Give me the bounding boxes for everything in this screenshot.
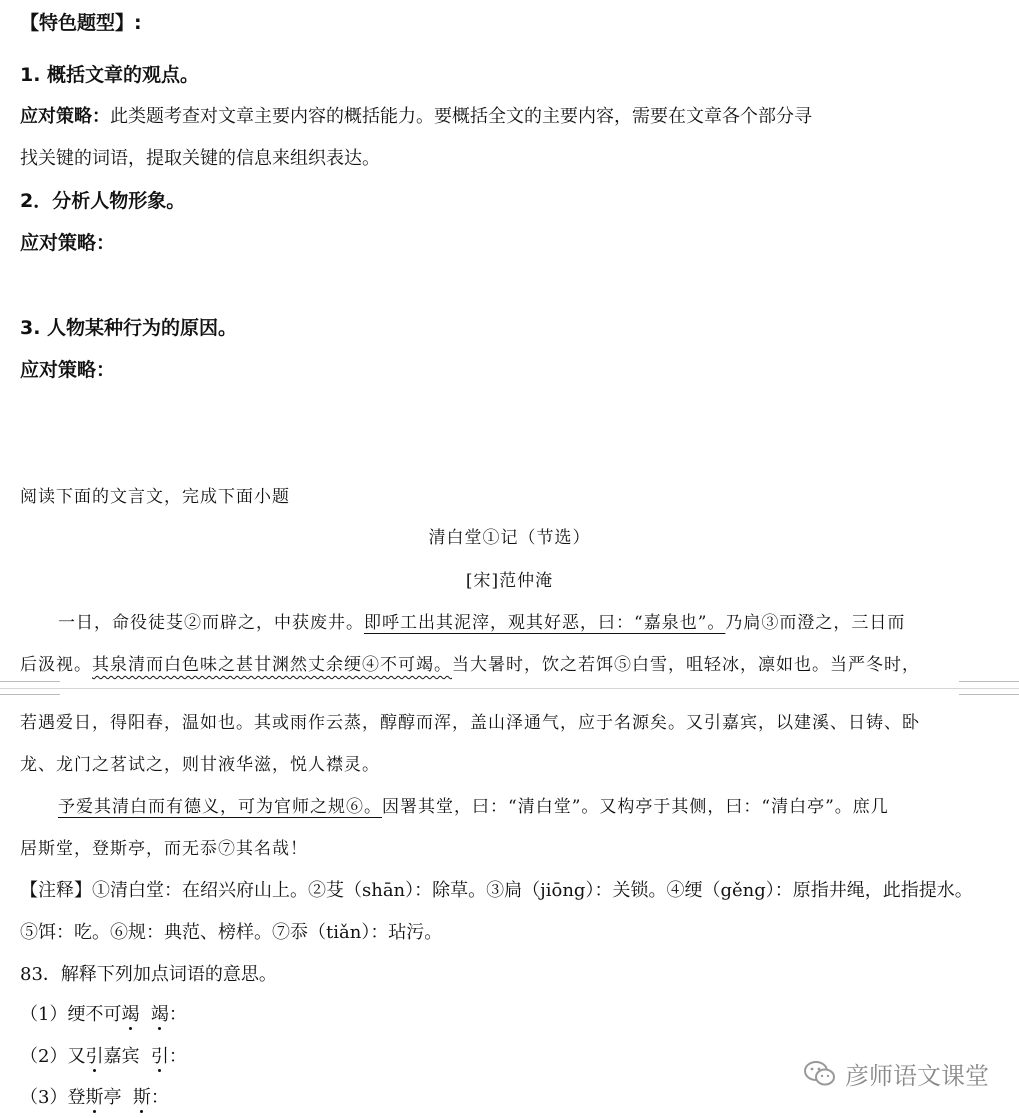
notes-line2: ⑤饵：吃。⑥规：典范、榜样。⑦忝（tiǎn）：玷污。 <box>20 922 443 943</box>
item-text: 绠不可 <box>67 1004 122 1025</box>
item-1-title: 1. 概括文章的观点。 <box>20 64 200 86</box>
item-text-cont: 亭 <box>103 1087 122 1108</box>
item-3-strategy-label: 应对策略： <box>20 359 116 381</box>
passage-p1-line4: 龙、龙门之茗试之，则甘液华滋，悦人襟灵。 <box>20 755 380 775</box>
answer-dotted-char: 斯 <box>132 1087 151 1108</box>
item-text: 又 <box>67 1046 86 1067</box>
p1-text: 一日，命役徒芟②而辟之，中获废井。 <box>58 613 364 633</box>
page-break-line <box>0 688 1019 689</box>
p1-wavy-sentence: 其泉清而白色味之甚甘渊然丈余绠④不可竭。 <box>92 655 452 675</box>
watermark <box>803 1056 989 1091</box>
passage-p1-line3: 若遇爱日，得阳春，温如也。其或雨作云蒸，醇醇而浑，盖山泽通气，应于名源矣。又引嘉宾，以建溪、日铸、卧 <box>20 713 920 733</box>
passage-title: 清白堂①记（节选） <box>428 528 591 548</box>
notes-line1: 【注释】①清白堂：在绍兴府山上。②芟（shān）：除草。③扃（jiōng）：关锁。④绠（gěng）：原指井绳，此指提水。 <box>20 880 973 901</box>
question-title: 83．解释下列加点词语的意思。 <box>20 964 277 985</box>
item-2-title: 2．分析人物形象。 <box>20 190 186 212</box>
item-1-strategy <box>20 102 812 128</box>
question-item-2 <box>20 1042 187 1068</box>
watermark-text: 彦师语文课堂 <box>845 1062 989 1090</box>
item-text-cont: 嘉宾 <box>103 1046 140 1067</box>
dotted-char: 引 <box>85 1046 104 1067</box>
item-3-title: 3. 人物某种行为的原因。 <box>20 317 238 339</box>
dotted-char: 斯 <box>85 1087 104 1108</box>
p1-underlined-sentence: 即呼工出其泥滓，观其好恶，曰：“嘉泉也”。 <box>364 613 726 633</box>
strategy-label: 应对策略： <box>20 106 110 127</box>
p1-text-cont: 当大暑时，饮之若饵⑤白雪，咀轻冰，凛如也。当严冬时， <box>452 655 920 675</box>
item-1-strategy-cont: 找关键的词语，提取关键的信息来组织表达。 <box>20 148 380 169</box>
page-break-marker-left <box>0 681 60 695</box>
wechat-icon <box>803 1060 837 1088</box>
passage-p1-line1 <box>58 608 905 633</box>
answer-dotted-char: 竭 <box>150 1004 169 1025</box>
item-gap <box>139 1004 150 1025</box>
item-gap <box>121 1087 132 1108</box>
passage-p2-line2: 居斯堂，登斯亭，而无忝⑦其名哉！ <box>20 839 308 859</box>
page-break-marker-right <box>959 681 1019 695</box>
answer-colon: ： <box>150 1087 169 1108</box>
answer-colon: ： <box>168 1004 187 1025</box>
dotted-char: 竭 <box>121 1004 140 1025</box>
answer-dotted-char: 引 <box>150 1046 169 1067</box>
p2-underlined-sentence: 予爱其清白而有德义，可为官师之规⑥。 <box>58 797 382 817</box>
passage-author: [宋]范仲淹 <box>465 571 554 591</box>
item-text: 登 <box>67 1087 86 1108</box>
item-number: （2） <box>20 1046 68 1067</box>
item-number: （1） <box>20 1004 68 1025</box>
strategy-text: 此类题考查对文章主要内容的概括能力。要概括全文的主要内容，需要在文章各个部分寻 <box>110 106 812 127</box>
p1-text-cont: 乃扃③而澄之，三日而 <box>725 613 906 633</box>
answer-colon: ： <box>168 1046 187 1067</box>
reading-instruction: 阅读下面的文言文，完成下面小题 <box>20 487 290 507</box>
p2-text: 因署其堂，曰：“清白堂”。又构亭于其侧，曰：“清白亭”。庶几 <box>382 797 889 817</box>
item-number: （3） <box>20 1087 68 1108</box>
section-title: 【特色题型】: <box>20 12 142 34</box>
p1-text: 后汲视。 <box>20 655 92 675</box>
passage-p1-line2 <box>20 650 920 675</box>
question-item-3 <box>20 1083 169 1109</box>
question-item-1 <box>20 1000 187 1026</box>
item-2-strategy-label: 应对策略： <box>20 232 116 254</box>
passage-p2-line1 <box>58 792 889 817</box>
item-gap <box>139 1046 150 1067</box>
